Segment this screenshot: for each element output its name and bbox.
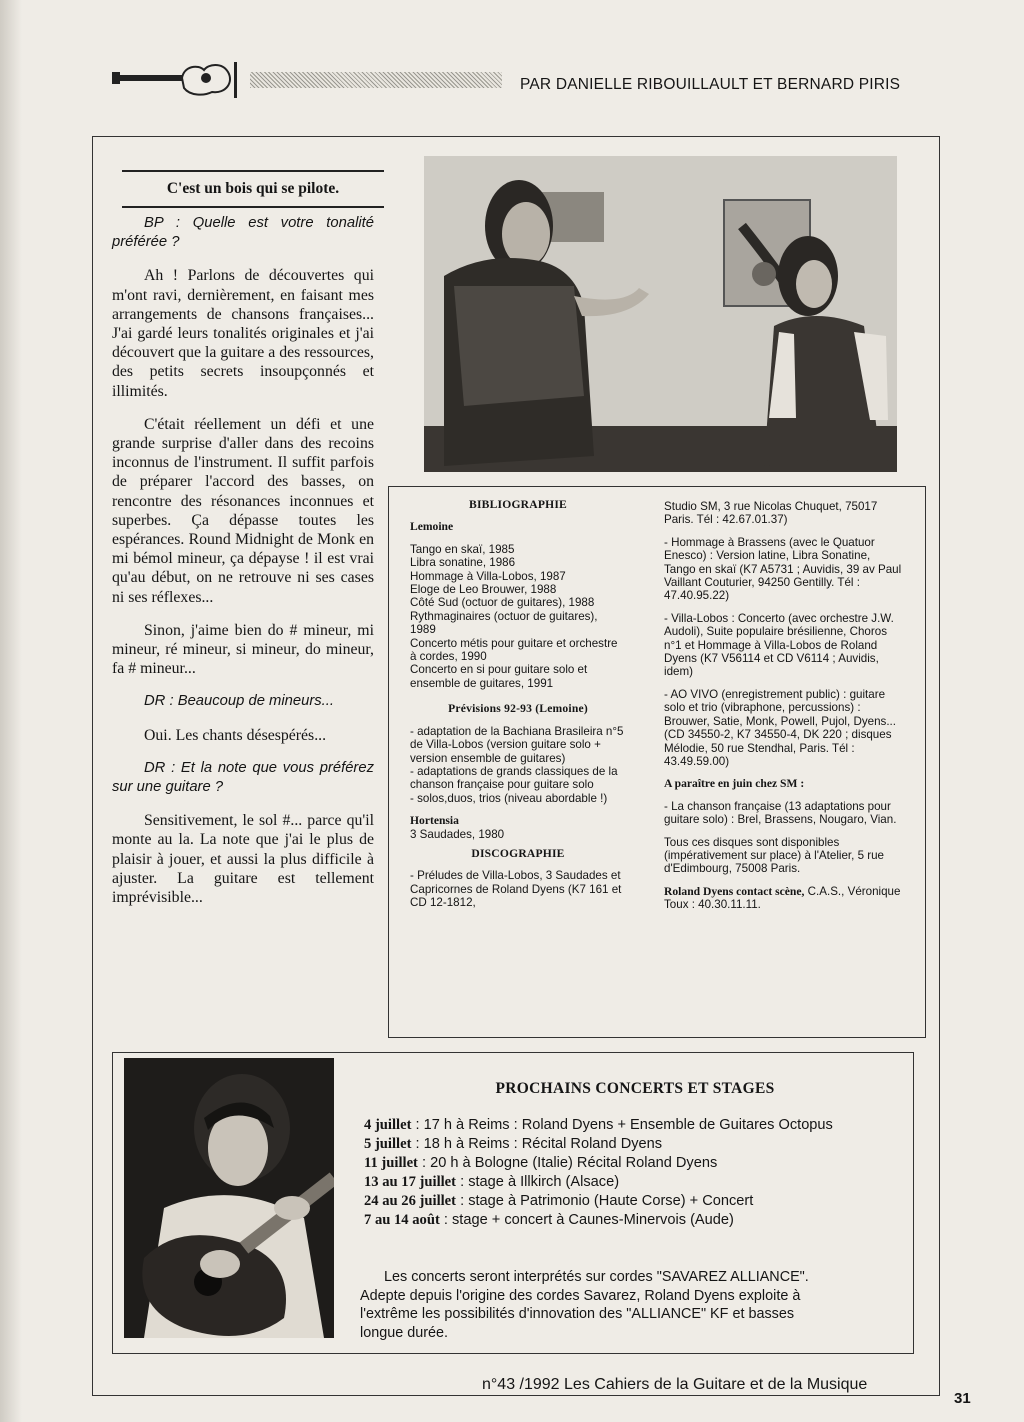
- strings-note-line: l'extrême les possibilités d'innovation des "ALLIANCE" KF et basses: [360, 1306, 795, 1322]
- interview-question: DR : Et la note que vous préférez sur une guitare ?: [112, 759, 374, 796]
- strings-note: [360, 1268, 900, 1342]
- prevision-item: - adaptation de la Bachiana Brasileira n°5 de Villa-Lobos (version guitare solo + version ensemble de guitares): [410, 724, 624, 765]
- publisher-lemoine: Lemoine: [410, 520, 454, 534]
- previsions-list: [410, 725, 626, 805]
- bibliography-column-left: [410, 498, 626, 919]
- interview-question: DR : Beaucoup de mineurs...: [144, 693, 334, 710]
- interview-question: BP : Quelle est votre tonalité préférée ?: [112, 215, 374, 251]
- interview-photo: [424, 156, 897, 472]
- disco-item: - Hommage à Brassens (avec le Quatuor Enesco) : Version latine, Libra Sonatine, Tango en skaï (K7 A5731 ; Auvidis, 39 av Paul Vaillant Couturier, 94250 Gentilly. Tél : 47.40.95.22): [664, 535, 902, 603]
- concert-detail: : 17 h à Reims : Roland Dyens + Ensemble de Guitares Octopus: [411, 1117, 833, 1133]
- bibliography-column-right: [664, 500, 904, 921]
- concert-item: [364, 1154, 884, 1173]
- bibliography-heading: BIBLIOGRAPHIE: [469, 498, 567, 511]
- concert-item: [364, 1135, 884, 1154]
- section-title: C'est un bois qui se pilote.: [122, 170, 384, 208]
- concert-detail: : 20 h à Bologne (Italie) Récital Roland Dyens: [417, 1155, 718, 1171]
- strings-note-line: longue durée.: [360, 1324, 449, 1341]
- concert-date: 11 juillet: [364, 1155, 418, 1171]
- hortensia-work: 3 Saudades, 1980: [410, 827, 505, 841]
- concert-item: [364, 1116, 884, 1135]
- interview-answer: Sensitivement, le sol #... parce qu'il monte au la. La note que j'ai le plus de plaisir à jouer, et aussi la plus difficile à ajuster. La guitare est tellement imprévisible...: [112, 812, 374, 907]
- concert-detail: : stage à Illkirch (Alsace): [456, 1174, 620, 1190]
- header-hatch-bar: [250, 72, 502, 88]
- concert-item: [364, 1192, 884, 1211]
- work-item: Hommage à Villa-Lobos, 1987: [410, 569, 566, 583]
- hortensia-block: [410, 814, 626, 841]
- guitar-icon: [112, 58, 242, 100]
- sm-item: - La chanson française (13 adaptations pour guitare solo) : Brel, Brassens, Nougaro, Vian.: [664, 799, 897, 827]
- concert-date: 4 juillet: [364, 1117, 412, 1133]
- strings-note-line: Les concerts seront interprétés sur cordes "SAVAREZ ALLIANCE".: [384, 1269, 809, 1285]
- concert-item: [364, 1173, 884, 1192]
- interview-answer: C'était réellement un défi et une grande surprise d'aller dans des recoins inconnus de l'instrument. Il suffit parfois de préparer l'accord des basses, on rencontre des résonances inconnues et superbes. Ça dépasse toutes les espérances. Round Midnight de Monk en mi bémol mineur, ça dépayse ! il est vrai qu'au début, on ne retrouve ni ses cases ni ses réflexes...: [112, 415, 374, 606]
- work-item: Eloge de Leo Brouwer, 1988: [410, 583, 557, 597]
- contact-label: Roland Dyens contact scène,: [664, 884, 805, 898]
- sm-heading: A paraître en juin chez SM :: [664, 777, 805, 791]
- disco-item-continued: Studio SM, 3 rue Nicolas Chuquet, 75017 Paris. Tél : 42.67.01.37): [664, 500, 878, 527]
- contact-text: C.A.S., Véronique Toux : 40.30.11.11.: [664, 884, 901, 912]
- page-number: 31: [954, 1390, 971, 1407]
- byline: PAR DANIELLE RIBOUILLAULT ET BERNARD PIRIS: [520, 76, 901, 93]
- previsions-heading: Prévisions 92-93 (Lemoine): [448, 702, 588, 716]
- work-item: Concerto en si pour guitare solo et ensemble de guitares, 1991: [410, 663, 588, 690]
- page-edge-shadow: [0, 0, 22, 1422]
- availability-note: Tous ces disques sont disponibles (impérativement sur place) à l'Atelier, 5 rue d'Edimbourg, 75008 Paris.: [664, 835, 885, 876]
- interview-answer: Sinon, j'aime bien do # mineur, mi mineur, ré mineur, si mineur, do mineur, fa # mineur...: [112, 621, 374, 678]
- contact-line: [664, 885, 904, 912]
- disco-item: - Préludes de Villa-Lobos, 3 Saudades et Capricornes de Roland Dyens (K7 161 et CD 12-1812,: [410, 869, 622, 910]
- concert-detail: : 18 h à Reims : Récital Roland Dyens: [411, 1136, 663, 1152]
- concert-detail: : stage + concert à Caunes-Minervois (Aude): [439, 1212, 734, 1228]
- concert-date: 5 juillet: [364, 1136, 412, 1152]
- interview-column: [112, 214, 374, 921]
- work-item: Tango en skaï, 1985: [410, 542, 515, 556]
- interview-answer: Ah ! Parlons de découvertes qui m'ont ravi, dernièrement, en faisant mes arrangements de chansons françaises... J'ai gardé leurs tonalités originales et j'ai découvert que la guitare a des ressources, des petits secrets insoupçonnés et illimités.: [112, 267, 374, 400]
- disco-item: - Villa-Lobos : Concerto (avec orchestre J.W. Audoli), Suite populaire brésilienne, Choros n°1 et Hommage à Villa-Lobos de Roland Dyens (K7 V56114 et CD V6114 ; Auvidis, idem): [664, 611, 894, 679]
- concert-item: [364, 1211, 884, 1230]
- publisher-hortensia: Hortensia: [410, 814, 459, 828]
- interview-answer: Oui. Les chants désespérés...: [144, 726, 327, 744]
- works-list: [410, 543, 626, 690]
- work-item: Rythmaginaires (octuor de guitares), 1989: [410, 609, 598, 637]
- work-item: Libra sonatine, 1986: [410, 556, 516, 570]
- work-item: Concerto métis pour guitare et orchestre à cordes, 1990: [410, 636, 618, 664]
- prevision-item: - adaptations de grands classiques de la chanson française pour guitare solo: [410, 764, 618, 792]
- concert-date: 13 au 17 juillet: [364, 1174, 457, 1190]
- guitarist-photo: [124, 1058, 334, 1338]
- concert-date: 24 au 26 juillet: [364, 1193, 457, 1209]
- concert-detail: : stage à Patrimonio (Haute Corse) + Concert: [456, 1193, 754, 1209]
- issue-footer: n°43 /1992 Les Cahiers de la Guitare et de la Musique: [482, 1376, 868, 1393]
- discography-heading: DISCOGRAPHIE: [471, 846, 565, 860]
- prevision-item: - solos,duos, trios (niveau abordable !): [410, 791, 608, 805]
- work-item: Côté Sud (octuor de guitares), 1988: [410, 596, 595, 610]
- disco-item: - AO VIVO (enregistrement public) : guitare solo et trio (vibraphone, percussions) : Brouwer, Satie, Monk, Powell, Pujol, Dyens... (CD 34550-2, K7 34550-4, DK 220 ; disques Mélodie, 50 rue Stendhal, Paris. Tél : 43.49.59.00): [664, 687, 896, 768]
- concerts-title: PROCHAINS CONCERTS ET STAGES: [495, 1080, 775, 1097]
- concert-date: 7 au 14 août: [364, 1212, 440, 1228]
- strings-note-line: Adepte depuis l'origine des cordes Savarez, Roland Dyens exploite à: [360, 1287, 801, 1304]
- concerts-list: [364, 1116, 884, 1230]
